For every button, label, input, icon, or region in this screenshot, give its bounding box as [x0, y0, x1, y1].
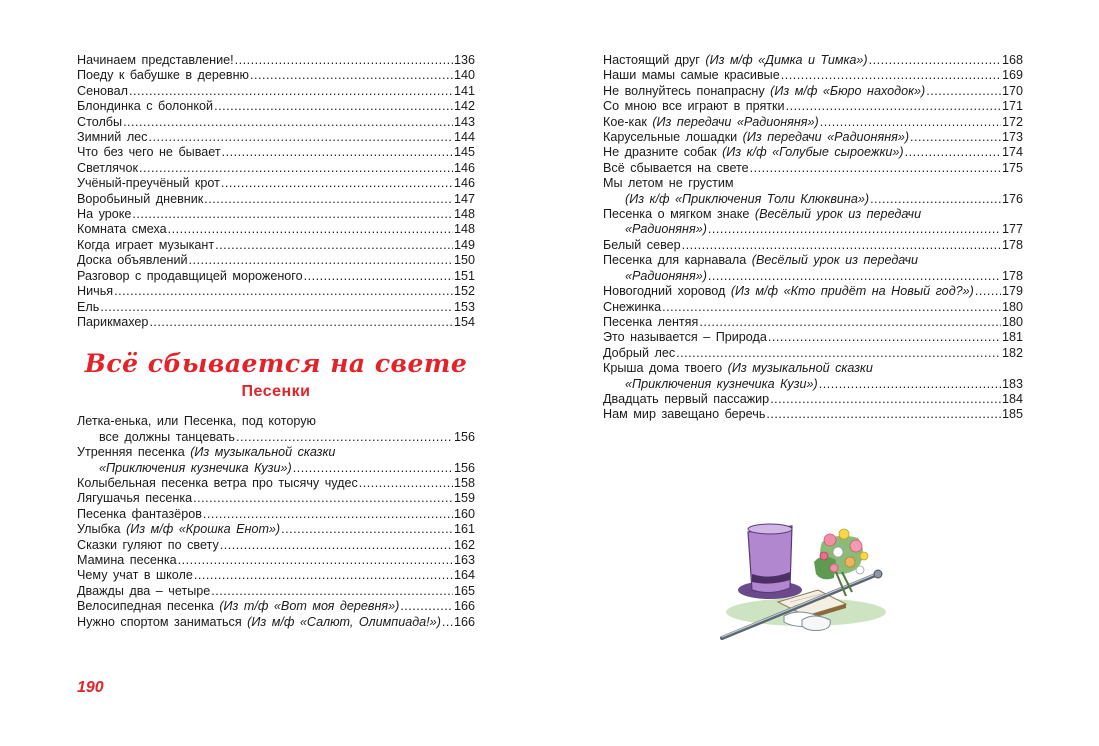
toc-entry: [77, 507, 475, 522]
toc-entry: [77, 300, 475, 315]
toc-entry-page: 169: [1001, 68, 1023, 83]
toc-entry-note: (Из передачи «Радионяня»): [652, 114, 819, 129]
toc-entry: [77, 145, 475, 160]
toc-entry: [603, 145, 1023, 160]
toc-entry-note: (Из м/ф «Димка и Тимка»): [705, 53, 868, 67]
toc-entry-page: 152: [453, 284, 475, 299]
toc-entry-note: (Весёлый урок из передачи: [754, 207, 922, 222]
toc-entry-note: (Из м/ф «Кто придёт на Новый год?»): [730, 284, 974, 299]
dot-leader: [220, 538, 453, 553]
toc-entry-title: Добрый лес: [603, 345, 676, 360]
toc-entry-page: 171: [1001, 99, 1023, 114]
toc-entry: [77, 476, 475, 491]
toc-entry: [77, 269, 475, 284]
dot-leader: [189, 253, 453, 268]
toc-entry-title-wrap: [603, 361, 1023, 376]
toc-right-column: [603, 53, 1023, 423]
toc-entry-page: 164: [453, 568, 475, 583]
dot-leader: [708, 269, 1001, 284]
toc-entry-title: Новогодний хоровод: [603, 284, 731, 299]
dot-leader: [819, 377, 1001, 392]
toc-entry-title-wrap: [603, 84, 925, 99]
toc-entry-note: (Из к/ф «Приключения Толи Клюквина»): [625, 191, 870, 206]
toc-entry-page: 166: [453, 599, 475, 614]
toc-entry: [77, 491, 475, 506]
toc-entry: [603, 269, 1023, 284]
toc-entry-title: Ель: [77, 299, 100, 314]
toc-entry: [77, 130, 475, 145]
toc-entry-page: 170: [1001, 83, 1023, 98]
toc-entry: [603, 99, 1023, 114]
dot-leader: [400, 599, 453, 614]
toc-entry-note: (Из м/ф «Бюро находок»): [770, 83, 926, 98]
toc-entry: [77, 99, 475, 114]
toc-entry: [77, 599, 475, 614]
toc-entry-page: 144: [453, 130, 475, 145]
toc-entry: [77, 568, 475, 583]
dot-leader: [293, 461, 453, 476]
dot-leader: [869, 53, 1001, 68]
dot-leader: [662, 300, 1001, 315]
toc-entry-title: Со мною все играют в прятки: [603, 99, 785, 114]
toc-entry-title: Нам мир завещано беречь: [603, 407, 766, 422]
toc-entry-title: Карусельные лошадки: [603, 130, 743, 145]
toc-entry-page: 185: [1001, 407, 1023, 422]
dot-leader: [699, 315, 1001, 330]
toc-entry-note-wrap: [625, 377, 818, 392]
toc-entry: [77, 461, 475, 476]
dot-leader: [442, 615, 453, 630]
toc-entry-title: Колыбельная песенка ветра про тысячу чудес: [77, 475, 358, 490]
toc-entry: [603, 377, 1023, 392]
dot-leader: [682, 238, 1001, 253]
toc-entry-title: Сеновал: [77, 83, 128, 98]
page-number: 190: [77, 679, 104, 696]
toc-entry-page: 179: [1001, 284, 1023, 299]
toc-entry: [77, 522, 475, 537]
toc-entry-page: 163: [453, 552, 475, 567]
toc-entry-title: Когда играет музыкант: [77, 237, 215, 252]
dot-leader: [905, 145, 1001, 160]
toc-entry-page: 148: [453, 222, 475, 237]
toc-entry-page: 172: [1001, 114, 1023, 129]
flower-bouquet-icon: [814, 529, 868, 596]
toc-entry-title: Крыша дома твоего: [603, 361, 728, 376]
dot-leader: [211, 584, 453, 599]
toc-entry-title-wrap: [603, 130, 909, 145]
toc-entry-page: 141: [453, 83, 475, 98]
toc-entry: [77, 192, 475, 207]
dot-leader: [975, 284, 1001, 299]
toc-entry-title: Комната смеха: [77, 222, 167, 237]
toc-entry-page: 166: [453, 614, 475, 629]
dot-leader: [708, 222, 1001, 237]
toc-entry-title: Мы летом не грустим: [603, 176, 734, 191]
toc-entry-title: [77, 445, 475, 460]
toc-entry-page: 145: [453, 145, 475, 160]
toc-entry-note: (Из музыкальной сказки: [727, 361, 873, 376]
toc-entry: [77, 615, 475, 630]
toc-entry-title: Песенка фантазёров: [77, 506, 202, 521]
section-title: Всё сбывается на свете: [84, 349, 468, 379]
toc-entry-title: Улыбка: [77, 522, 127, 537]
dot-leader: [781, 68, 1001, 83]
toc-entry-title: Воробьиный дневник: [77, 191, 204, 206]
toc-entry-note-wrap: [625, 192, 869, 207]
toc-entry: [603, 238, 1023, 253]
toc-entry-page: 165: [453, 583, 475, 598]
toc-entry-title-wrap: [77, 615, 441, 630]
toc-entry-note-wrap: [625, 269, 707, 284]
toc-entry: [77, 84, 475, 99]
toc-entry-page: 178: [1001, 268, 1023, 283]
dot-leader: [926, 84, 1001, 99]
dot-leader: [123, 115, 453, 130]
toc-entry-title: Учёный-преучёный крот: [77, 176, 220, 191]
toc-entry-page: 175: [1001, 160, 1023, 175]
toc-entry-page: 148: [453, 207, 475, 222]
dot-leader: [870, 192, 1001, 207]
dot-leader: [910, 130, 1001, 145]
toc-entry: [77, 161, 475, 176]
toc-entry-list: [77, 53, 475, 330]
toc-entry-title: Песенка о мягком знаке: [603, 207, 755, 222]
toc-entry-note: (Весёлый урок из передачи: [751, 253, 918, 268]
toc-entry: [603, 346, 1023, 361]
section-subtitle: Песенки: [241, 383, 311, 401]
toc-entry: [77, 538, 475, 553]
toc-entry-note-wrap: [625, 222, 707, 237]
toc-entry-title-wrap: [603, 115, 819, 130]
dot-leader: [676, 346, 1001, 361]
toc-entry-title: Дважды два – четыре: [77, 583, 211, 598]
toc-entry-title-wrap: [77, 522, 280, 537]
dot-leader: [215, 238, 453, 253]
dot-leader: [281, 522, 453, 537]
dot-leader: [359, 476, 453, 491]
dot-leader: [221, 176, 453, 191]
toc-entry-title: Мамина песенка: [77, 552, 177, 567]
toc-entry-title: Начинаем представление!: [77, 53, 234, 67]
toc-entry-title: Нужно спортом заниматься: [77, 614, 248, 629]
toc-entry: [77, 584, 475, 599]
toc-entry: [77, 222, 475, 237]
toc-entry: [603, 161, 1023, 176]
dot-leader: [236, 430, 453, 445]
dot-leader: [149, 315, 453, 330]
toc-entry: [77, 430, 475, 445]
toc-entry-title: Светлячок: [77, 160, 138, 175]
toc-entry: [603, 315, 1023, 330]
toc-entry-page: 159: [453, 491, 475, 506]
toc-entry: [603, 68, 1023, 83]
toc-entry: [603, 222, 1023, 237]
dot-leader: [178, 553, 453, 568]
toc-entry-title: Песенка для карнавала: [603, 253, 752, 268]
toc-entry-note-wrap: [99, 461, 292, 476]
dot-leader: [132, 207, 453, 222]
toc-entry-page: 180: [1001, 299, 1023, 314]
dot-leader: [820, 115, 1001, 130]
toc-entry-title: Столбы: [77, 114, 123, 129]
toc-entry-note: (Из т/ф «Вот моя деревня»): [219, 599, 400, 614]
toc-entry-page: 158: [453, 475, 475, 490]
toc-entry: [77, 207, 475, 222]
dot-leader: [194, 568, 453, 583]
toc-entry-title: Наши мамы самые красивые: [603, 68, 780, 83]
toc-entry-page: 177: [1001, 222, 1023, 237]
toc-entry-page: 136: [453, 53, 475, 67]
toc-entry-title: Блондинка с болонкой: [77, 99, 214, 114]
toc-entry-title: Кое-как: [603, 114, 653, 129]
dot-leader: [786, 99, 1001, 114]
toc-entry-title: Сказки гуляют по свету: [77, 537, 219, 552]
toc-entry-title: Разговор с продавщицей мороженого: [77, 268, 303, 283]
toc-entry-page: 140: [453, 68, 475, 83]
toc-entry: [77, 553, 475, 568]
toc-entry-page: 168: [1001, 53, 1023, 67]
toc-entry-title: Летка-енька, или Песенка, под которую: [77, 414, 316, 429]
toc-entry-page: 181: [1001, 330, 1023, 345]
toc-entry-page: 156: [453, 460, 475, 475]
toc-entry-page: 146: [453, 160, 475, 175]
dot-leader: [148, 130, 453, 145]
toc-entry: [77, 253, 475, 268]
dot-leader: [114, 284, 453, 299]
toc-entry-page: 146: [453, 176, 475, 191]
toc-entry: [77, 53, 475, 68]
toc-entry-title-wrap: [603, 207, 1023, 222]
toc-entry-title-wrap: [603, 284, 974, 299]
toc-entry-page: 154: [453, 314, 475, 329]
dot-leader: [100, 300, 453, 315]
toc-entry-note: (Из музыкальной сказки: [190, 445, 336, 460]
top-hat-icon: [738, 524, 802, 599]
dot-leader: [214, 99, 453, 114]
toc-entry-title: Это называется – Природа: [603, 330, 767, 345]
toc-entry-title: Парикмахер: [77, 314, 149, 329]
toc-entry: [603, 330, 1023, 345]
toc-entry-page: 156: [453, 429, 475, 444]
dot-leader: [235, 53, 453, 68]
toc-entry-page: 178: [1001, 237, 1023, 252]
toc-entry: [603, 115, 1023, 130]
toc-entry: [77, 115, 475, 130]
dot-leader: [768, 330, 1001, 345]
toc-entry-page: 153: [453, 299, 475, 314]
toc-entry-page: 149: [453, 237, 475, 252]
toc-entry-title-wrap: [603, 53, 868, 68]
toc-entry-title-wrap: [603, 253, 1023, 268]
toc-entry-note: (Из передачи «Радионяня»): [742, 130, 910, 145]
toc-entry-page: 162: [453, 537, 475, 552]
toc-entry-title-wrap: [603, 145, 904, 160]
toc-entry-title: Всё сбывается на свете: [603, 160, 749, 175]
dot-leader: [204, 192, 453, 207]
toc-entry-page: 182: [1001, 345, 1023, 360]
dot-leader: [770, 392, 1001, 407]
toc-entry: [77, 176, 475, 191]
toc-entry-note: (Из м/ф «Салют, Олимпиада!»): [247, 614, 441, 629]
toc-entry-title: все должны танцевать: [99, 429, 235, 444]
toc-entry-page: 143: [453, 114, 475, 129]
dot-leader: [250, 68, 453, 83]
toc-entry-title: Поеду к бабушке в деревню: [77, 68, 249, 83]
toc-entry-title: Песенка лентяя: [603, 314, 699, 329]
song-entry-list: [77, 414, 475, 630]
toc-entry-title: Зимний лес: [77, 130, 148, 145]
toc-entry: [603, 53, 1023, 68]
dot-leader: [129, 84, 453, 99]
toc-entry-page: 176: [1001, 191, 1023, 206]
toc-entry: [77, 315, 475, 330]
toc-entry-note: (Из м/ф «Крошка Енот»): [126, 522, 281, 537]
toc-entry-title: Двадцать первый пассажир: [603, 391, 770, 406]
dot-leader: [139, 161, 453, 176]
toc-entry: [77, 238, 475, 253]
toc-entry-page: 151: [453, 268, 475, 283]
toc-entry-page: 142: [453, 99, 475, 114]
toc-entry: [77, 68, 475, 83]
toc-entry: [603, 192, 1023, 207]
toc-entry: [603, 284, 1023, 299]
toc-entry-note: «Приключения кузнечика Кузи»): [99, 460, 292, 475]
toc-entry: [603, 407, 1023, 422]
toc-entry-title-wrap: [77, 599, 399, 614]
toc-entry-page: 150: [453, 253, 475, 268]
toc-entry-note: «Радионяня»): [625, 222, 707, 237]
toc-entry-title: Что без чего не бывает: [77, 145, 221, 160]
toc-entry-title: Доска объявлений: [77, 253, 188, 268]
toc-entry-page: 180: [1001, 314, 1023, 329]
toc-entry-page: 173: [1001, 130, 1023, 145]
dot-leader: [168, 222, 453, 237]
toc-entry: [603, 84, 1023, 99]
toc-entry: [603, 130, 1023, 145]
toc-entry-page: 161: [453, 522, 475, 537]
toc-entry-title: Не дразните собак: [603, 145, 723, 160]
toc-entry-note: (Из к/ф «Голубые сыроежки»): [722, 145, 904, 160]
toc-entry: [77, 284, 475, 299]
toc-entry-page: 160: [453, 506, 475, 521]
dot-leader: [193, 491, 453, 506]
toc-entry-title: Снежинка: [603, 299, 662, 314]
toc-entry-page: 184: [1001, 391, 1023, 406]
toc-entry-title: Белый север: [603, 237, 681, 252]
hat-cane-flowers-illustration: [718, 512, 894, 642]
toc-entry-title: Не волнуйтесь понапрасну: [603, 83, 771, 98]
toc-entry-note: «Приключения кузнечика Кузи»): [625, 376, 818, 391]
toc-entry-title: На уроке: [77, 207, 132, 222]
toc-entry: [603, 300, 1023, 315]
toc-entry-page: 174: [1001, 145, 1023, 160]
toc-entry-title: Чему учат в школе: [77, 568, 193, 583]
dot-leader: [222, 145, 453, 160]
dot-leader: [766, 407, 1001, 422]
toc-left-column: [77, 53, 475, 630]
dot-leader: [750, 161, 1001, 176]
dot-leader: [203, 507, 453, 522]
toc-entry: [603, 392, 1023, 407]
toc-entry-page: 147: [453, 191, 475, 206]
toc-entry-title: Настоящий друг: [603, 53, 706, 67]
toc-entry-title: Утренняя песенка: [77, 445, 191, 460]
toc-entry-page: 183: [1001, 376, 1023, 391]
toc-entry-title: Лягушачья песенка: [77, 491, 193, 506]
toc-entry-title: Ничья: [77, 284, 114, 299]
dot-leader: [304, 269, 453, 284]
toc-entry-title: Велосипедная песенка: [77, 599, 220, 614]
toc-entry-note: «Радионяня»): [625, 268, 707, 283]
